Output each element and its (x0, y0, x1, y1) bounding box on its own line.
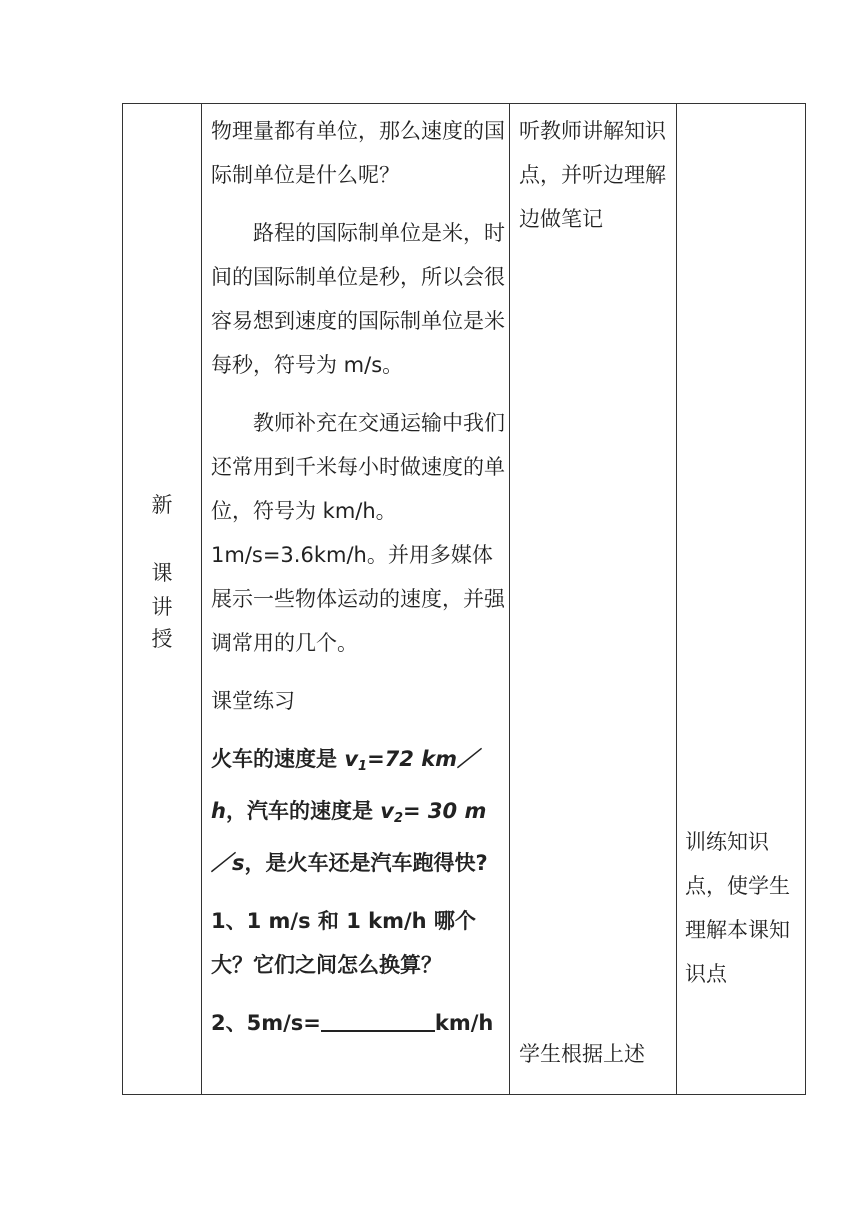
question-text: ，汽车的速度是 (225, 799, 381, 823)
math-variable: v (380, 799, 394, 823)
section-label-char: 新 (151, 493, 173, 517)
question-text: 2、5m/s= (211, 1011, 321, 1035)
practice-question (211, 737, 505, 885)
practice-question: 1、1 m/s 和 1 km/h 哪个大？它们之间怎么换算？ (211, 909, 476, 977)
practice-question (211, 1001, 505, 1045)
answer-blank (321, 1008, 435, 1032)
section-label-char: 授 (151, 627, 173, 651)
math-subscript: 1 (358, 759, 368, 774)
question-text: 火车的速度是 (211, 747, 345, 771)
math-value: =72 km／h (211, 747, 479, 823)
practice-title: 课堂练习 (211, 689, 295, 713)
teacher-activity (211, 109, 505, 1045)
section-label-char: 讲 (151, 595, 173, 619)
lesson-table (122, 103, 806, 1095)
teacher-paragraph: 物理量都有单位，那么速度的国际制单位是什么呢？ (211, 119, 505, 187)
column-divider (201, 104, 202, 1094)
teacher-paragraph: 1m/s=3.6km/h。并用多媒体展示一些物体运动的速度，并强调常用的几个。 (211, 543, 505, 655)
math-value: = 30 m／s (211, 799, 487, 875)
question-text: km/h (434, 1011, 494, 1035)
question-text: ，是火车还是汽车跑得快? (244, 851, 488, 875)
math-subscript: 2 (393, 811, 404, 826)
teacher-paragraph: 路程的国际制单位是米，时间的国际制单位是秒，所以会很容易想到速度的国际制单位是米每秒，符号为 m/s。 (211, 221, 505, 377)
student-activity: 学生根据上述 (519, 1042, 645, 1066)
column-divider (676, 104, 677, 1094)
column-divider (509, 104, 510, 1094)
math-variable: v (344, 747, 359, 771)
student-activity: 听教师讲解知识点，并听边理解边做笔记 (519, 119, 666, 231)
teacher-paragraph: 教师补充在交通运输中我们还常用到千米每小时做速度的单位，符号为 km/h。 (211, 411, 505, 523)
design-intent: 训练知识点，使学生理解本课知识点 (685, 830, 790, 986)
section-label-char: 课 (151, 561, 173, 585)
